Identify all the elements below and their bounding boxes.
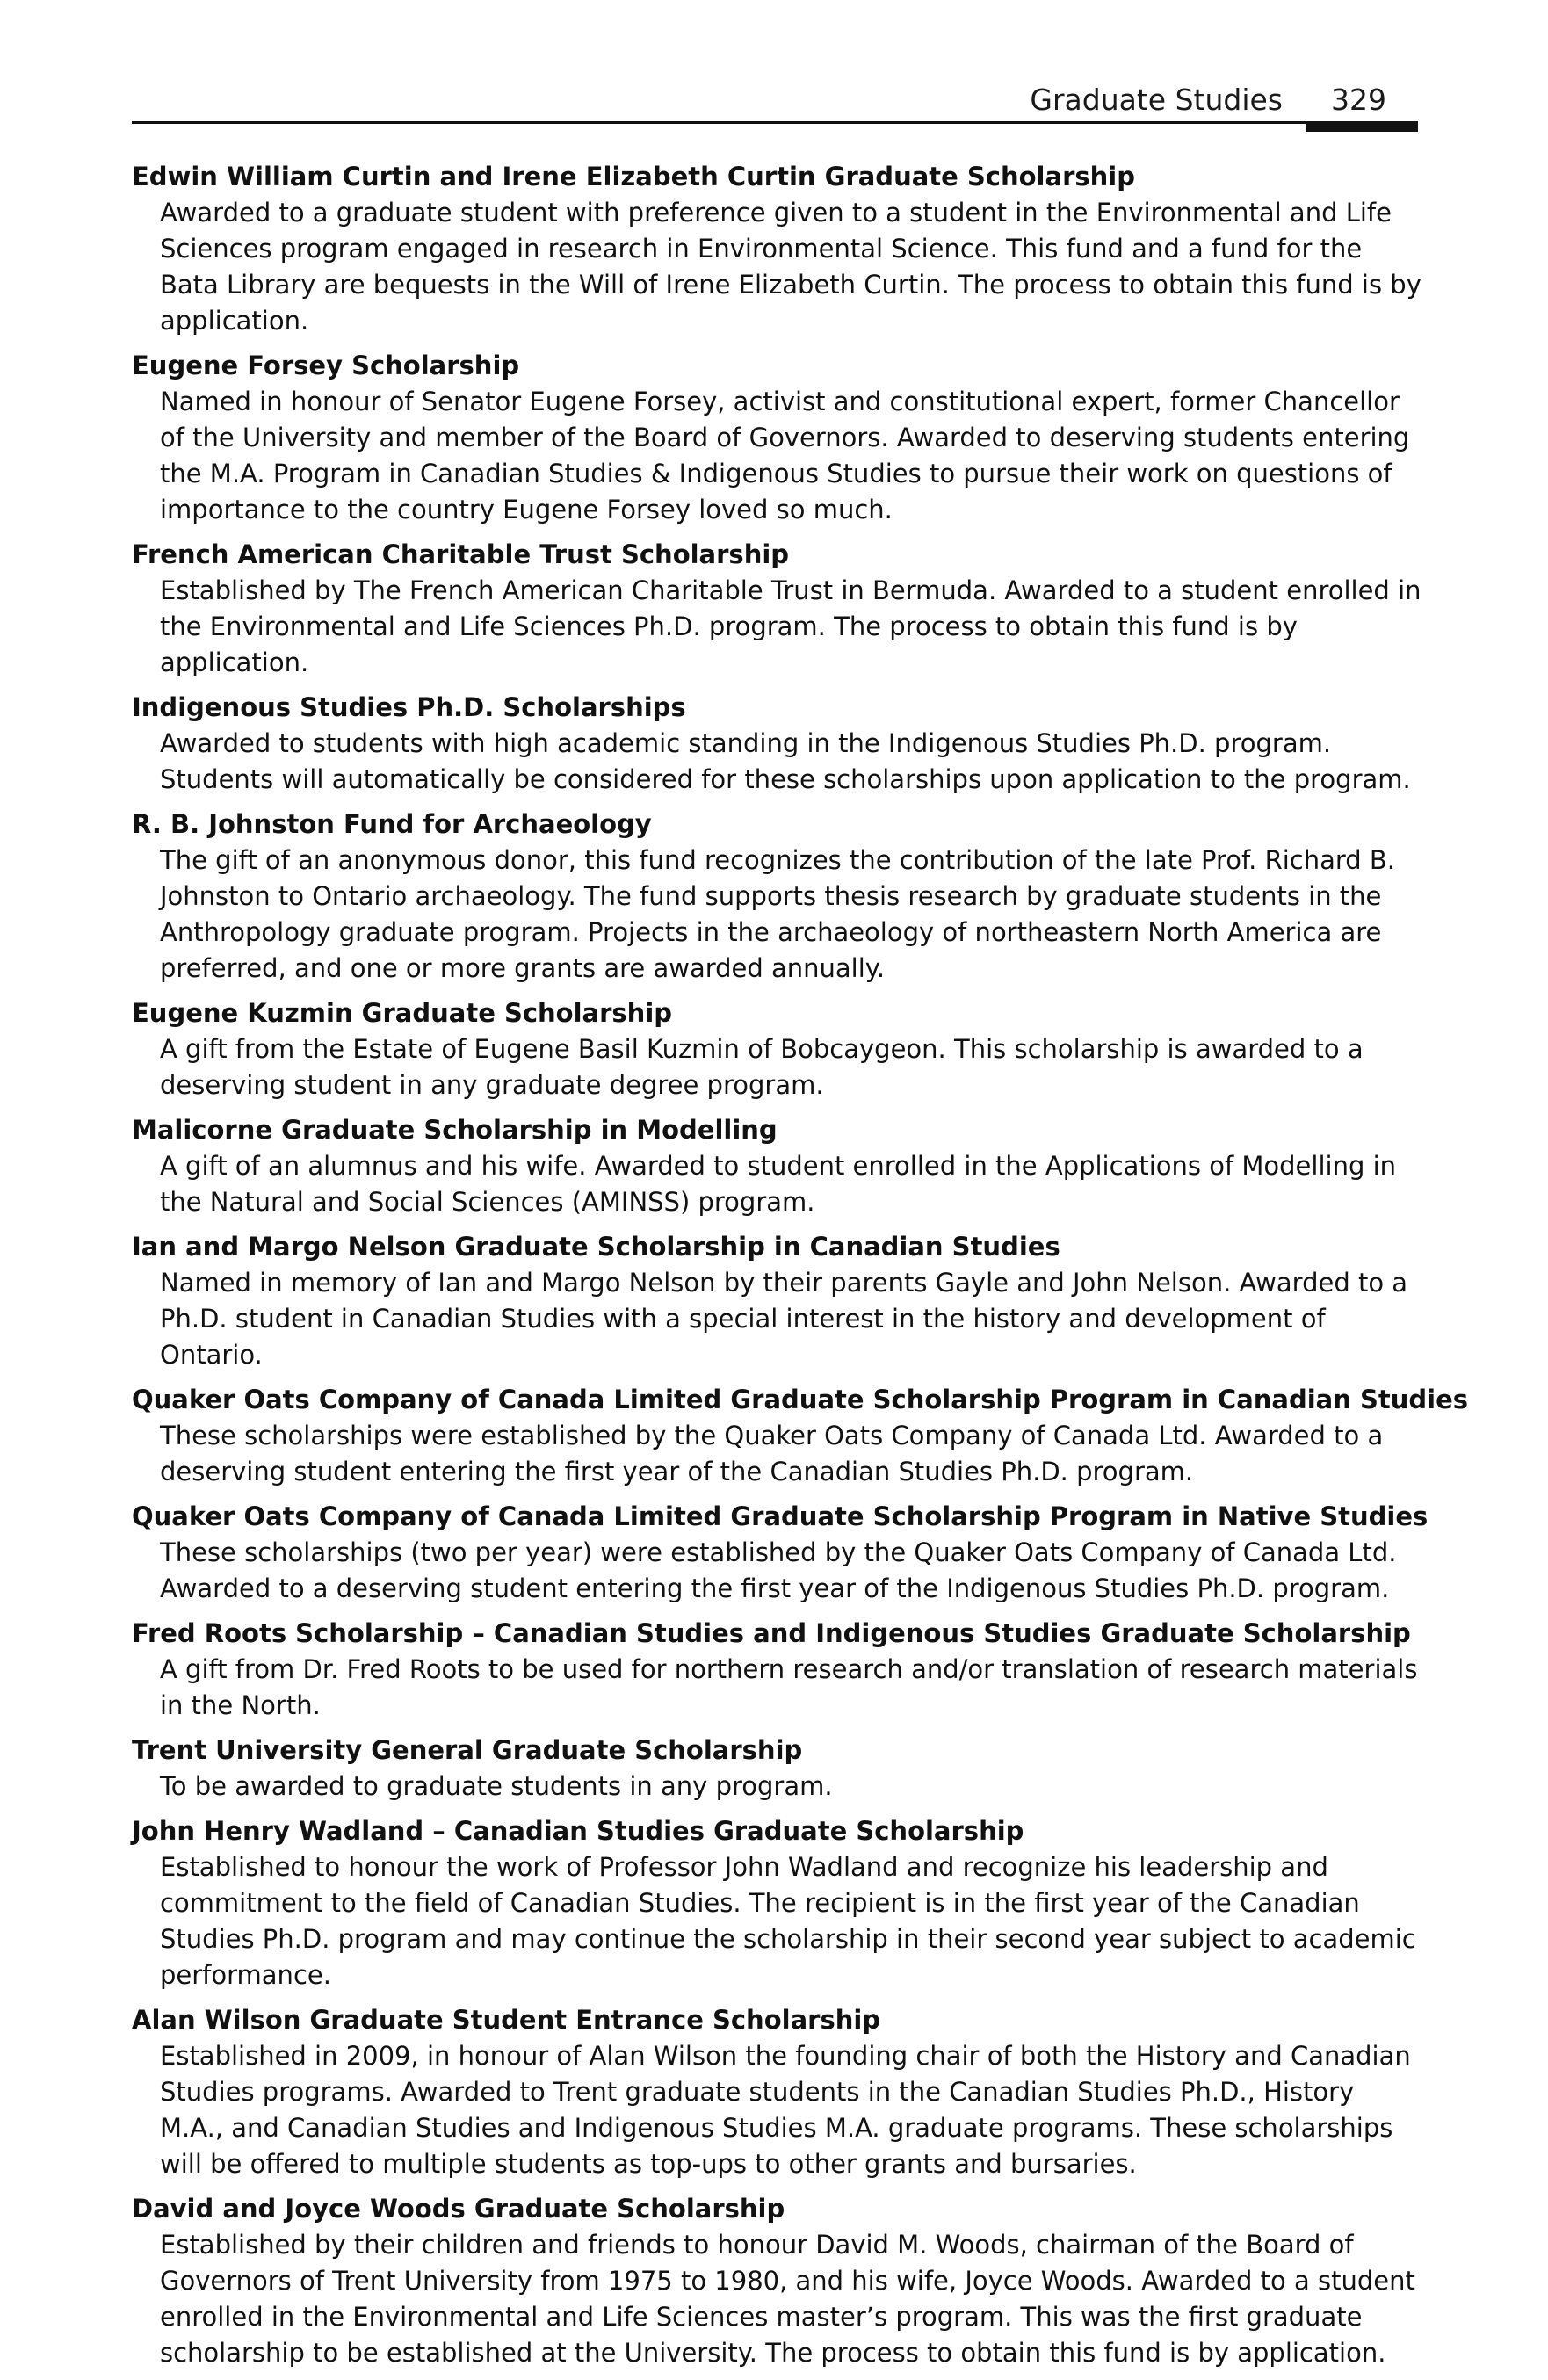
- scholarship-title: French American Charitable Trust Scholarship: [132, 539, 790, 569]
- scholarship-entry: [132, 2002, 1423, 2182]
- scholarship-description: Named in honour of Senator Eugene Forsey, activist and constitutional expert, former Chancellor of the University and member of the Board of Governors. Awarded to deserving students entering the M.A. Program in Canadian Studies & Indigenous Studies to pursue their work on questions of importance to the country Eugene Forsey loved so much.: [160, 387, 1410, 524]
- scholarship-description: Established to honour the work of Professor John Wadland and recognize his leadership and commitment to the field of Canadian Studies. The recipient is in the first year of the Canadian Studies Ph.D. program and may continue the scholarship in their second year subject to academic performance.: [160, 1852, 1416, 1990]
- scholarship-description: Awarded to a graduate student with preference given to a student in the Environmental and Life Sciences program engaged in research in Environmental Science. This fund and a fund for the Bata Library are bequests in the Will of Irene Elizabeth Curtin. The process to obtain this fund is by application.: [160, 198, 1421, 336]
- scholarship-entry: [132, 1382, 1469, 1490]
- scholarship-description: The gift of an anonymous donor, this fund recognizes the contribution of the late Prof. Richard B. Johnston to Ontario archaeology. The fund supports thesis research by graduate students in the Anthropology graduate program. Projects in the archaeology of northeastern North America are preferred, and one or more grants are awarded annually.: [160, 845, 1396, 983]
- scholarship-entry: [132, 690, 1423, 798]
- page-number: 329: [1331, 83, 1386, 117]
- scholarship-list: [132, 159, 1469, 2380]
- scholarship-description: Established by The French American Charitable Trust in Bermuda. Awarded to a student enrolled in the Environmental and Life Sciences Ph.D. program. The process to obtain this fund is by application.: [160, 575, 1421, 677]
- scholarship-title: David and Joyce Woods Graduate Scholarship: [132, 2194, 785, 2224]
- scholarship-description: These scholarships were established by the Quaker Oats Company of Canada Ltd. Awarded to a deserving student entering the first year of the Canadian Studies Ph.D. program.: [160, 1421, 1384, 1487]
- scholarship-title: Eugene Kuzmin Graduate Scholarship: [132, 998, 673, 1028]
- scholarship-entry: [132, 1616, 1423, 1724]
- scholarship-entry: [132, 1813, 1423, 1993]
- scholarship-entry: [132, 1499, 1429, 1607]
- scholarship-description: Established by their children and friends to honour David M. Woods, chairman of the Board of Governors of Trent University from 1975 to 1980, and his wife, Joyce Woods. Awarded to a student enrolled in the Environmental and Life Sciences master’s program. This was the first graduate scholarship to be established at the University. The process to obtain this fund is by application.: [160, 2230, 1415, 2368]
- scholarship-title: Fred Roots Scholarship – Canadian Studies and Indigenous Studies Graduate Scholarship: [132, 1618, 1411, 1648]
- scholarship-description: Named in memory of Ian and Margo Nelson by their parents Gayle and John Nelson. Awarded to a Ph.D. student in Canadian Studies with a special interest in the history and development of Ontario.: [160, 1268, 1408, 1370]
- scholarship-title: Indigenous Studies Ph.D. Scholarships: [132, 692, 686, 722]
- scholarship-title: Trent University General Graduate Scholarship: [132, 1735, 803, 1765]
- scholarship-entry: [132, 1112, 1423, 1220]
- scholarship-description: Awarded to students with high academic standing in the Indigenous Studies Ph.D. program. Students will automatically be considered for these scholarships upon application to the program.: [160, 728, 1411, 794]
- scholarship-entry: [132, 807, 1423, 987]
- header-thumb-tab: [1306, 121, 1418, 132]
- scholarship-entry: [132, 995, 1423, 1103]
- scholarship-title: Alan Wilson Graduate Student Entrance Scholarship: [132, 2005, 881, 2035]
- scholarship-entry: [132, 2191, 1423, 2371]
- scholarship-title: Ian and Margo Nelson Graduate Scholarship in Canadian Studies: [132, 1232, 1060, 1262]
- scholarship-description: A gift from the Estate of Eugene Basil Kuzmin of Bobcaygeon. This scholarship is awarded to a deserving student in any graduate degree program.: [160, 1034, 1364, 1100]
- scholarship-entry: [132, 159, 1423, 339]
- scholarship-description: These scholarships (two per year) were established by the Quaker Oats Company of Canada Ltd. Awarded to a deserving student entering the first year of the Indigenous Studies Ph.D. program.: [160, 1537, 1397, 1603]
- scholarship-description: To be awarded to graduate students in any program.: [160, 1771, 833, 1801]
- scholarship-entry: [132, 1229, 1423, 1373]
- scholarship-title: Edwin William Curtin and Irene Elizabeth Curtin Graduate Scholarship: [132, 162, 1135, 192]
- page-header: [132, 79, 1418, 134]
- scholarship-title: Quaker Oats Company of Canada Limited Graduate Scholarship Program in Native Studies: [132, 1501, 1429, 1531]
- scholarship-description: A gift from Dr. Fred Roots to be used for northern research and/or translation of research materials in the North.: [160, 1654, 1418, 1720]
- scholarship-title: Malicorne Graduate Scholarship in Modelling: [132, 1115, 778, 1145]
- scholarship-description: A gift of an alumnus and his wife. Awarded to student enrolled in the Applications of Modelling in the Natural and Social Sciences (AMINSS) program.: [160, 1151, 1397, 1217]
- scholarship-title: R. B. Johnston Fund for Archaeology: [132, 809, 652, 839]
- scholarship-title: Quaker Oats Company of Canada Limited Graduate Scholarship Program in Canadian Studies: [132, 1385, 1469, 1414]
- scholarship-description: Established in 2009, in honour of Alan Wilson the founding chair of both the History and Canadian Studies programs. Awarded to Trent graduate students in the Canadian Studies Ph.D., History M.A., and Canadian Studies and Indigenous Studies M.A. graduate programs. These scholarships will be offered to multiple students as top-ups to other grants and bursaries.: [160, 2041, 1411, 2179]
- scholarship-entry: [132, 348, 1423, 528]
- scholarship-entry: [132, 537, 1423, 681]
- scholarship-title: Eugene Forsey Scholarship: [132, 351, 520, 380]
- header-rule: [132, 121, 1418, 124]
- scholarship-entry: [132, 1733, 1423, 1805]
- scholarship-title: John Henry Wadland – Canadian Studies Graduate Scholarship: [132, 1816, 1024, 1846]
- running-header-title: Graduate Studies: [1030, 83, 1283, 117]
